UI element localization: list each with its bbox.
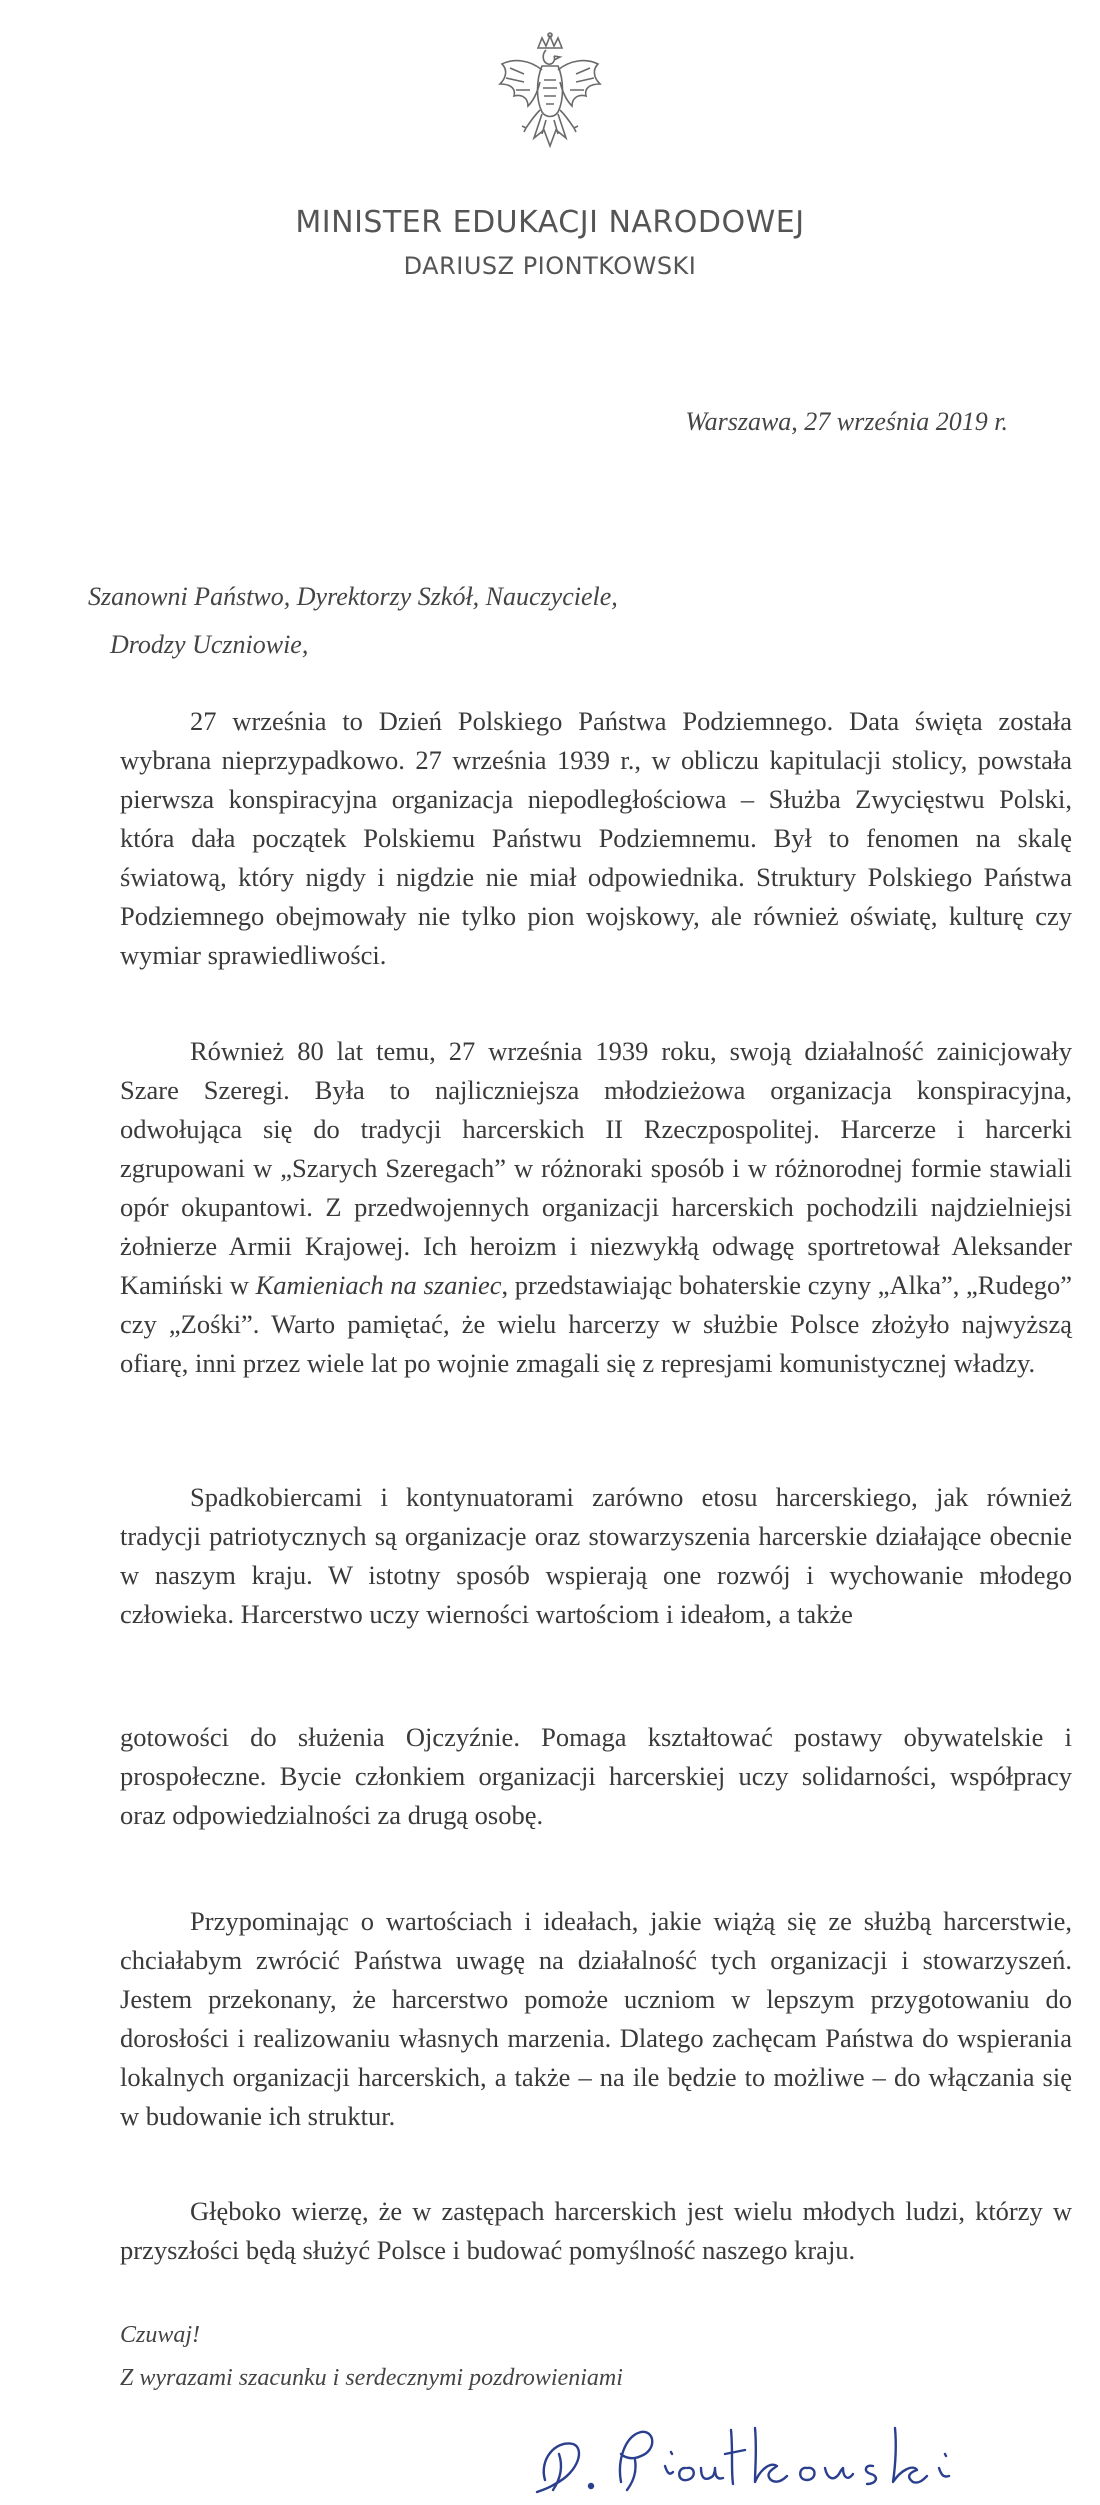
paragraph-2-text-a: Również 80 lat temu, 27 września 1939 roku, swoją działalność zainicjowały Szare Szeregi. Była to najliczniejsza młodzieżowa organizacja konspiracyjna, odwołująca się do tradycji harcerskich II Rzeczpospolitej. Harcerze i harcerki zgrupowani w „Szarych Szeregach” w różnoraki sposób i w różnorodnej formie stawiali opór okupantowi. Z przedwojennych organizacji harcerskich pochodzili najdzielniejsi żołnierze Armii Krajowej. Ich heroizm i niezwykłą odwagę sportretował Aleksander Kamiński w	[120, 1036, 1072, 1300]
paragraph-2	[120, 1032, 1072, 1383]
closing-regards: Z wyrazami szacunku i serdecznymi pozdrowieniami	[120, 2365, 623, 2391]
book-title: Kamieniach na szaniec	[255, 1270, 502, 1300]
paragraph-4: Przypominając o wartościach i ideałach, jakie wiążą się ze służbą harcerstwie, chciałabym zwrócić Państwa uwagę na działalność tych organizacji i stowarzyszeń. Jestem przekonany, że harcerstwo pomoże uczniom w lepszym przygotowaniu do dorosłości i realizowaniu własnych marzenia. Dlatego zachęcam Państwa do wspierania lokalnych organizacji harcerskich, a także – na ile będzie to możliwe – do włączania się w budowanie ich struktur.	[120, 1906, 1072, 2131]
handwritten-signature	[525, 2410, 1025, 2500]
paragraph-3-continued: gotowości do służenia Ojczyźnie. Pomaga kształtować postawy obywatelskie i prospołeczne. Bycie członkiem organizacji harcerskiej uczy solidarności, współpracy oraz odpowiedzialności za drugą osobę.	[120, 1722, 1072, 1830]
paragraph-2-text-b: , przedstawiając bohaterskie czyny „Alka”, „Rudego” czy „Zośki”. Warto pamiętać, że wielu harcerzy w służbie Polsce złożyło najwyższą ofiarę, inni przez wiele lat po wojnie zmagali się z represjami komunistycznej władzy.	[120, 1270, 1073, 1378]
minister-title: MINISTER EDUKACJI NARODOWEJ	[295, 205, 805, 240]
polish-eagle-emblem-icon	[490, 30, 610, 165]
salutation-line-2: Drodzy Uczniowie,	[110, 630, 309, 659]
letter-date: Warszawa, 27 września 2019 r.	[685, 407, 1008, 436]
paragraph-5: Głęboko wierzę, że w zastępach harcerskich jest wielu młodych ludzi, którzy w przyszłości będą służyć Polsce i budować pomyślność naszego kraju.	[120, 2196, 1072, 2265]
closing-greeting: Czuwaj!	[120, 2322, 201, 2348]
paragraph-3: Spadkobiercami i kontynuatorami zarówno etosu harcerskiego, jak również tradycji patriotycznych są organizacje oraz stowarzyszenia harcerskie działające obecnie w naszym kraju. W istotny sposób wspierają one rozwój i wychowanie młodego człowieka. Harcerstwo uczy wierności wartościom i ideałom, a także	[120, 1482, 1072, 1629]
minister-name: DARIUSZ PIONTKOWSKI	[403, 252, 697, 280]
salutation-line-1: Szanowni Państwo, Dyrektorzy Szkół, Nauczyciele,	[88, 582, 618, 611]
paragraph-1: 27 września to Dzień Polskiego Państwa Podziemnego. Data święta została wybrana nieprzypadkowo. 27 września 1939 r., w obliczu kapitulacji stolicy, powstała pierwsza konspiracyjna organizacja niepodległościowa – Służba Zwycięstwu Polski, która dała początek Polskiemu Państwu Podziemnemu. Był to fenomen na skalę światową, który nigdy i nigdzie nie miał odpowiednika. Struktury Polskiego Państwa Podziemnego obejmowały nie tylko pion wojskowy, ale również oświatę, kulturę czy wymiar sprawiedliwości.	[120, 706, 1072, 970]
